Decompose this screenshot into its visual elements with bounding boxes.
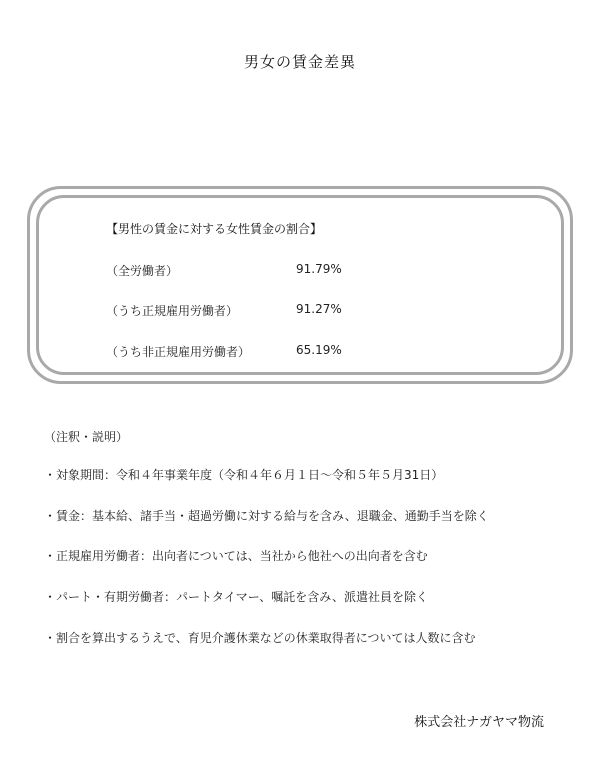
ratio-value: 91.27% <box>296 302 342 316</box>
ratio-row-regular-workers <box>106 302 466 320</box>
company-name: 株式会社ナガヤマ物流 <box>414 715 544 730</box>
ratio-label: （全労働者） <box>106 264 179 278</box>
note-item-wage-definition: ・賃金：基本給、諸手当・超過労働に対する給与を含み、退職金、通勤手当を除く <box>44 509 489 523</box>
note-item-regular-workers: ・正規雇用労働者：出向者については、当社から他社への出向者を含む <box>44 549 428 563</box>
ratio-box-heading: 【男性の賃金に対する女性賃金の割合】 <box>106 222 323 236</box>
ratio-row-all-workers <box>106 262 466 280</box>
note-item-period: ・対象期間：令和４年事業年度（令和４年６月１日〜令和５年５月31日） <box>44 468 444 482</box>
note-item-part-time-workers: ・パート・有期労働者：パートタイマー、嘱託を含み、派遣社員を除く <box>44 590 429 604</box>
ratio-value: 91.79% <box>296 262 342 276</box>
notes-heading: （注釈・説明） <box>44 430 129 444</box>
ratio-value: 65.19% <box>296 343 342 357</box>
ratio-label: （うち非正規雇用労働者） <box>106 345 251 359</box>
ratio-row-non-regular-workers <box>106 343 466 361</box>
page-title: 男女の賃金差異 <box>243 53 356 71</box>
ratio-label: （うち正規雇用労働者） <box>106 304 239 318</box>
note-item-calculation-basis: ・割合を算出するうえで、育児介護休業などの休業取得者については人数に含む <box>44 631 476 645</box>
